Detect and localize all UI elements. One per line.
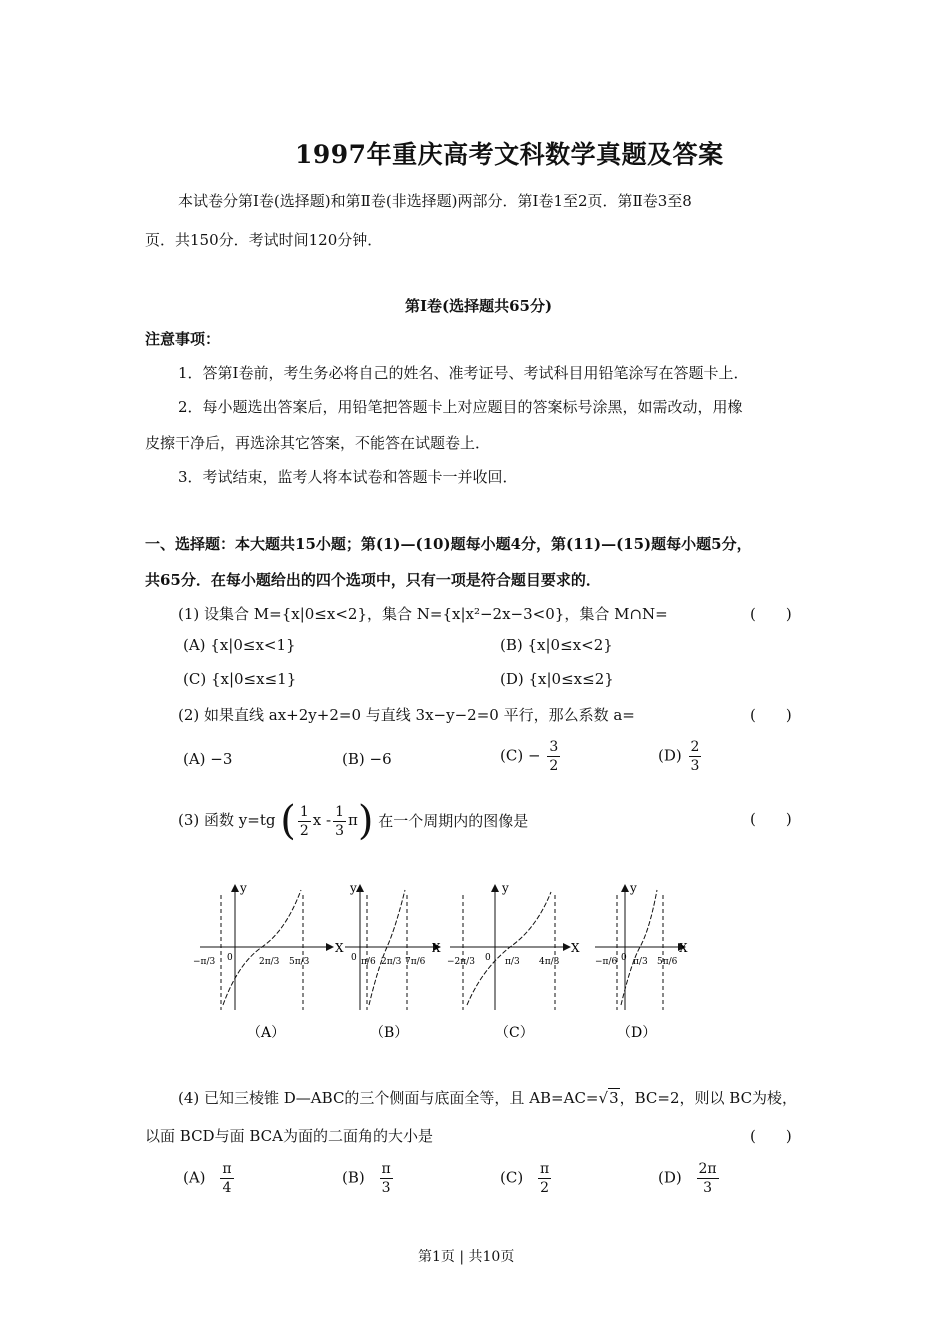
q4-line-2: 以面 BCD与面 BCA为面的二面角的大小是 xyxy=(145,1127,433,1145)
graph-a xyxy=(193,881,344,1041)
graph-b-x-label: X xyxy=(432,941,441,955)
q2-option-d-label: (D) xyxy=(658,746,682,765)
intro-line-1: 本试卷分第Ⅰ卷(选择题)和第Ⅱ卷(非选择题)两部分．第Ⅰ卷1至2页．第Ⅱ卷3至8 xyxy=(178,192,692,210)
section1-line-2: 共65分．在每小题给出的四个选项中，只有一项是符合题目要求的． xyxy=(145,571,601,589)
q4-option-b-label: (B) xyxy=(342,1168,365,1187)
q3-mid: x - xyxy=(312,811,332,829)
notice-item-2a: 2．每小题选出答案后，用铅笔把答题卡上对应题目的答案标号涂黑，如需改动，用橡 xyxy=(178,398,743,416)
q3-pi: π xyxy=(348,811,358,829)
q4-option-d-label: (D) xyxy=(658,1168,682,1187)
sqrt-sign: √ xyxy=(598,1089,609,1107)
graph-c-tick-2: 0 xyxy=(485,953,491,963)
q3-frac1-num: 1 xyxy=(299,803,309,820)
q4-option-c-den: 2 xyxy=(540,1180,550,1196)
graph-b xyxy=(345,881,441,1041)
q4-option-b-num: π xyxy=(381,1161,391,1177)
graph-d-tick-3: π/3 xyxy=(633,957,648,967)
graph-b-tick-2: π/6 xyxy=(361,957,376,967)
q4-sqrt-value: 3 xyxy=(609,1089,619,1107)
q4-line-1-a: (4) 已知三棱锥 D—ABC的三个侧面与底面全等，且 AB=AC= xyxy=(178,1089,599,1107)
graph-a-y-label: y xyxy=(240,881,247,895)
q1-option-a: (A) {x|0≤x<1} xyxy=(183,636,296,654)
graph-d-tick-2: 0 xyxy=(621,953,627,963)
graph-c-x-label: X xyxy=(571,941,580,955)
graph-c-tick-3: π/3 xyxy=(505,957,520,967)
q4-line-1 xyxy=(178,1087,797,1108)
q4-option-a xyxy=(183,1160,236,1197)
q4-bracket: ( ) xyxy=(750,1127,792,1145)
graph-c-tick-4: 4π/3 xyxy=(539,957,560,967)
graph-b-tick-1: 0 xyxy=(351,953,357,963)
graph-a-tick-4: 5π/3 xyxy=(289,957,310,967)
q1-bracket: ( ) xyxy=(750,605,792,623)
q3-stem: (3) 函数 y=tg ( $\frac{1}{2}$ x - $\frac{1}{3}$ π) 在一个周期内的图像是 xyxy=(178,798,529,844)
q4-option-a-label: (A) xyxy=(183,1168,206,1187)
q2-option-c-den: 2 xyxy=(549,758,559,774)
q4-option-a-num: π xyxy=(222,1161,232,1177)
q2-bracket: ( ) xyxy=(750,706,792,724)
q2-option-a: (A) −3 xyxy=(183,750,233,768)
graph-a-x-label: X xyxy=(335,941,344,955)
notice-item-1: 1．答第Ⅰ卷前，考生务必将自己的姓名、准考证号、考试科目用铅笔涂写在答题卡上． xyxy=(178,364,749,382)
q3-frac1-den: 2 xyxy=(299,822,309,839)
q3-bracket: ( ) xyxy=(750,810,792,828)
graph-c-tick-1: −2π/3 xyxy=(447,957,475,967)
notice-item-2b: 皮擦干净后，再选涂其它答案，不能答在试题卷上． xyxy=(145,434,491,452)
q4-option-a-den: 4 xyxy=(222,1180,232,1196)
q4-option-b-den: 3 xyxy=(381,1180,391,1196)
q1-option-b: (B) {x|0≤x<2} xyxy=(500,636,613,654)
graph-a-caption: （A） xyxy=(247,1025,286,1041)
graph-c-y-label: y xyxy=(502,881,509,895)
q4-option-c-num: π xyxy=(539,1161,550,1177)
q2-option-c xyxy=(500,738,562,775)
q3-tail: 在一个周期内的图像是 xyxy=(378,812,529,830)
graph-d-y-label: y xyxy=(630,881,637,895)
q4-line-1-b: ，BC=2，则以 BC为棱， xyxy=(619,1089,798,1107)
page-footer: 第1页 | 共10页 xyxy=(418,1249,515,1265)
section1-line-1: 一、选择题：本大题共15小题；第(1)—(10)题每小题4分，第(11)—(15)题每小题5分， xyxy=(145,535,752,553)
q3-frac2-den: 3 xyxy=(335,822,344,839)
q2-option-c-num: 3 xyxy=(549,739,559,755)
q1-option-c: (C) {x|0≤x≤1} xyxy=(183,670,297,688)
graph-c-caption: （C） xyxy=(495,1025,534,1041)
graph-a-tick-3: 2π/3 xyxy=(259,957,280,967)
graph-b-tick-3: 2π/3 xyxy=(381,957,402,967)
graph-a-tick-1: −π/3 xyxy=(193,957,216,967)
intro-line-2: 页．共150分．考试时间120分钟． xyxy=(145,231,383,249)
notice-heading: 注意事项： xyxy=(145,330,221,348)
page-title: 1997年重庆高考文科数学真题及答案 xyxy=(295,140,724,169)
q4-option-d-den: 3 xyxy=(703,1180,713,1196)
graph-b-y-label: y xyxy=(350,881,357,895)
graph-d-tick-1: −π/6 xyxy=(595,957,618,967)
q4-option-d-num: 2π xyxy=(698,1161,717,1177)
q4-option-c-label: (C) xyxy=(500,1168,524,1187)
graph-d xyxy=(595,881,688,1041)
graph-d-tick-4: 5π/6 xyxy=(657,957,678,967)
q4-option-c xyxy=(500,1160,553,1197)
q2-option-d-num: 2 xyxy=(690,739,700,755)
q1-stem: (1) 设集合 M={x|0≤x<2}，集合 N={x|x²−2x−3<0}，集合 M∩N= xyxy=(178,605,668,623)
graph-c xyxy=(447,881,580,1041)
part1-heading: 第Ⅰ卷(选择题共65分) xyxy=(405,297,553,315)
q2-option-b: (B) −6 xyxy=(342,750,392,768)
q3-label: (3) 函数 y=tg xyxy=(178,811,276,829)
q2-option-c-label: (C) − xyxy=(500,746,541,765)
notice-item-3: 3．考试结束，监考人将本试卷和答题卡一并收回． xyxy=(178,468,518,486)
q1-option-d: (D) {x|0≤x≤2} xyxy=(500,670,614,688)
q2-option-d-den: 3 xyxy=(690,758,700,774)
q2-option-d xyxy=(658,738,703,775)
graph-a-tick-2: 0 xyxy=(227,953,233,963)
q4-option-b xyxy=(342,1160,395,1197)
q2-stem: (2) 如果直线 ax+2y+2=0 与直线 3x−y−2=0 平行，那么系数 a= xyxy=(178,706,635,724)
q4-option-d xyxy=(658,1160,721,1197)
q3-graphs xyxy=(185,880,705,1050)
graph-d-caption: （D） xyxy=(617,1025,657,1041)
graph-b-caption: （B） xyxy=(370,1025,409,1041)
graph-d-x-label: X xyxy=(679,941,688,955)
graph-b-tick-4: 7π/6 xyxy=(405,957,426,967)
q3-frac2-num: 1 xyxy=(335,803,344,820)
